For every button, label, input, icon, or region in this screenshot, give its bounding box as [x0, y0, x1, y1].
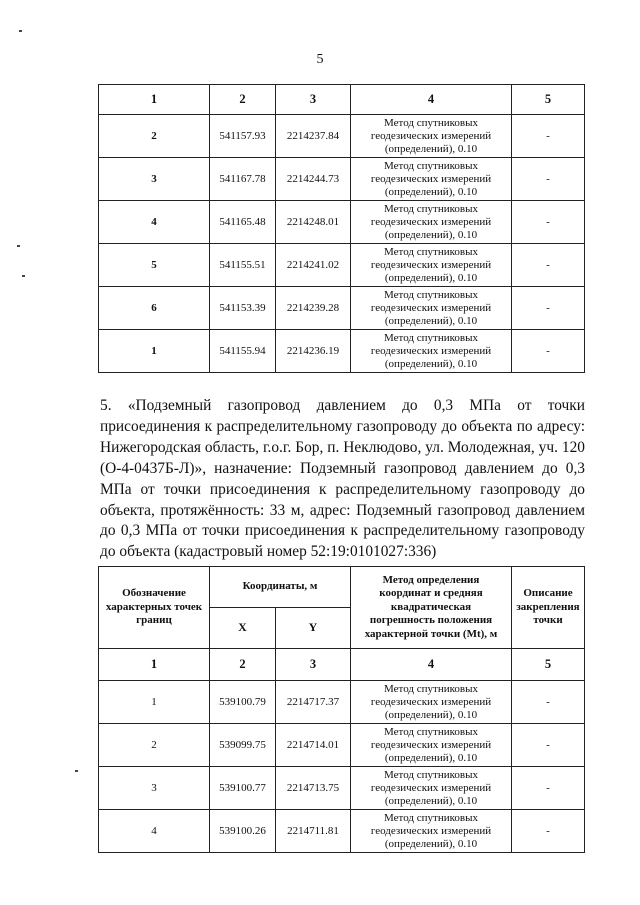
method-line: геодезических измерений: [370, 738, 492, 751]
fixing-description: -: [512, 287, 585, 330]
coord-y: 2214714.01: [276, 724, 351, 767]
method-line: геодезических измерений: [370, 344, 492, 357]
table-row: [99, 287, 585, 330]
coord-x: 541155.51: [210, 244, 276, 287]
point-id: 5: [99, 244, 210, 287]
table-header-row: [99, 85, 585, 115]
coord-y: 2214237.84: [276, 115, 351, 158]
header-designation: [99, 567, 210, 649]
method-line: Метод спутниковых: [384, 331, 478, 344]
point-id: 2: [99, 724, 210, 767]
method-line: (определений), 0.10: [384, 708, 478, 721]
method-line: (определений), 0.10: [384, 794, 478, 807]
method-cell: [351, 244, 512, 287]
page-number: 5: [316, 52, 324, 67]
header-x: X: [210, 608, 276, 649]
column-number: 2: [210, 85, 276, 115]
coord-y: 2214244.73: [276, 158, 351, 201]
method-cell: [351, 201, 512, 244]
method-cell: [351, 810, 512, 853]
header-line: характерных точек: [105, 600, 203, 613]
method-line: геодезических измерений: [370, 129, 492, 142]
header-line: Описание: [523, 587, 573, 600]
method-line: Метод спутниковых: [384, 811, 478, 824]
column-number: 1: [99, 649, 210, 681]
point-id: 4: [99, 810, 210, 853]
point-id: 1: [99, 330, 210, 373]
fixing-description: -: [512, 158, 585, 201]
column-number: 1: [99, 85, 210, 115]
method-line: Метод спутниковых: [384, 116, 478, 129]
header-line: координат и средняя: [379, 587, 483, 600]
point-id: 2: [99, 115, 210, 158]
method-line: (определений), 0.10: [384, 228, 478, 241]
coord-y: 2214236.19: [276, 330, 351, 373]
coordinates-table-2: [98, 566, 585, 853]
method-line: Метод спутниковых: [384, 682, 478, 695]
fixing-description: -: [512, 810, 585, 853]
table-row: [99, 158, 585, 201]
method-cell: [351, 724, 512, 767]
method-line: геодезических измерений: [370, 695, 492, 708]
column-number: 5: [512, 85, 585, 115]
header-line: характерной точки (Mt), м: [364, 627, 498, 640]
method-line: (определений), 0.10: [384, 185, 478, 198]
table-row: [99, 681, 585, 724]
fixing-description: -: [512, 724, 585, 767]
table-row: [99, 115, 585, 158]
method-line: (определений), 0.10: [384, 271, 478, 284]
method-cell: [351, 681, 512, 724]
method-line: (определений), 0.10: [384, 837, 478, 850]
fixing-description: -: [512, 115, 585, 158]
header-line: Метод определения: [382, 573, 480, 586]
fixing-description: -: [512, 330, 585, 373]
header-coordinates: Координаты, м: [210, 567, 351, 608]
coordinates-table-1: [98, 84, 585, 373]
point-id: 3: [99, 158, 210, 201]
point-id: 1: [99, 681, 210, 724]
column-number: 2: [210, 649, 276, 681]
coord-y: 2214241.02: [276, 244, 351, 287]
table-row: [99, 724, 585, 767]
header-line: Обозначение: [122, 587, 186, 600]
coord-x: 541167.78: [210, 158, 276, 201]
column-number: 4: [351, 649, 512, 681]
scan-speck: [17, 245, 20, 247]
method-line: Метод спутниковых: [384, 202, 478, 215]
method-line: Метод спутниковых: [384, 245, 478, 258]
coord-x: 541153.39: [210, 287, 276, 330]
scan-speck: [19, 30, 22, 32]
table-row: [99, 767, 585, 810]
method-line: Метод спутниковых: [384, 159, 478, 172]
scan-speck: [75, 770, 78, 772]
coord-y: 2214711.81: [276, 810, 351, 853]
method-cell: [351, 330, 512, 373]
method-line: геодезических измерений: [370, 781, 492, 794]
coord-x: 539099.75: [210, 724, 276, 767]
method-line: геодезических измерений: [370, 215, 492, 228]
table-row: [99, 244, 585, 287]
point-id: 4: [99, 201, 210, 244]
method-line: геодезических измерений: [370, 258, 492, 271]
coord-x: 539100.79: [210, 681, 276, 724]
coord-x: 539100.77: [210, 767, 276, 810]
fixing-description: -: [512, 767, 585, 810]
point-id: 3: [99, 767, 210, 810]
coord-x: 539100.26: [210, 810, 276, 853]
column-number: 5: [512, 649, 585, 681]
object-description-paragraph: [100, 396, 585, 563]
method-line: Метод спутниковых: [384, 768, 478, 781]
fixing-description: -: [512, 201, 585, 244]
coord-x: 541155.94: [210, 330, 276, 373]
column-number: 4: [351, 85, 512, 115]
header-line: квадратическая: [390, 600, 472, 613]
header-line: закрепления: [516, 600, 580, 613]
table-number-row: [99, 649, 585, 681]
coord-x: 541157.93: [210, 115, 276, 158]
method-cell: [351, 287, 512, 330]
method-cell: [351, 158, 512, 201]
method-line: геодезических измерений: [370, 824, 492, 837]
header-line: погрешность положения: [369, 614, 493, 627]
fixing-description: -: [512, 681, 585, 724]
method-line: геодезических измерений: [370, 301, 492, 314]
header-line: границ: [136, 614, 172, 627]
header-method: [351, 567, 512, 649]
header-line: точки: [533, 614, 563, 627]
table-row: [99, 810, 585, 853]
method-line: (определений), 0.10: [384, 751, 478, 764]
coord-x: 541165.48: [210, 201, 276, 244]
header-description: [512, 567, 585, 649]
column-number: 3: [276, 85, 351, 115]
method-cell: [351, 115, 512, 158]
header-y: Y: [276, 608, 351, 649]
method-line: геодезических измерений: [370, 172, 492, 185]
table-row: [99, 201, 585, 244]
table-row: [99, 330, 585, 373]
column-number: 3: [276, 649, 351, 681]
paragraph-text: «Подземный газопровод давлением до 0,3 МПа от точки присоединения к распределительному газопроводу до объекта по адресу: Нижегородская область, г.о.г. Бор, п. Неклюдово, ул. Молодежная, уч. 120 (О-4-0437Б-Л)», назначение: Подземный газопровод давлением до 0,3 МПа от точки присоединения к распределительному газопроводу до объекта, протяжённость: 33 м, адрес: Подземный газопровод давлением до 0,3 МПа от точки присоединения к распределительному газопроводу до объекта (кадастровый номер 52:19:0101027:336): [100, 397, 585, 561]
method-line: (определений), 0.10: [384, 314, 478, 327]
paragraph-number: 5.: [100, 397, 112, 414]
method-line: (определений), 0.10: [384, 142, 478, 155]
method-line: Метод спутниковых: [384, 725, 478, 738]
method-line: (определений), 0.10: [384, 357, 478, 370]
point-id: 6: [99, 287, 210, 330]
coord-y: 2214239.28: [276, 287, 351, 330]
fixing-description: -: [512, 244, 585, 287]
coord-y: 2214717.37: [276, 681, 351, 724]
scan-speck: [22, 275, 25, 277]
method-cell: [351, 767, 512, 810]
coord-y: 2214713.75: [276, 767, 351, 810]
coord-y: 2214248.01: [276, 201, 351, 244]
method-line: Метод спутниковых: [384, 288, 478, 301]
